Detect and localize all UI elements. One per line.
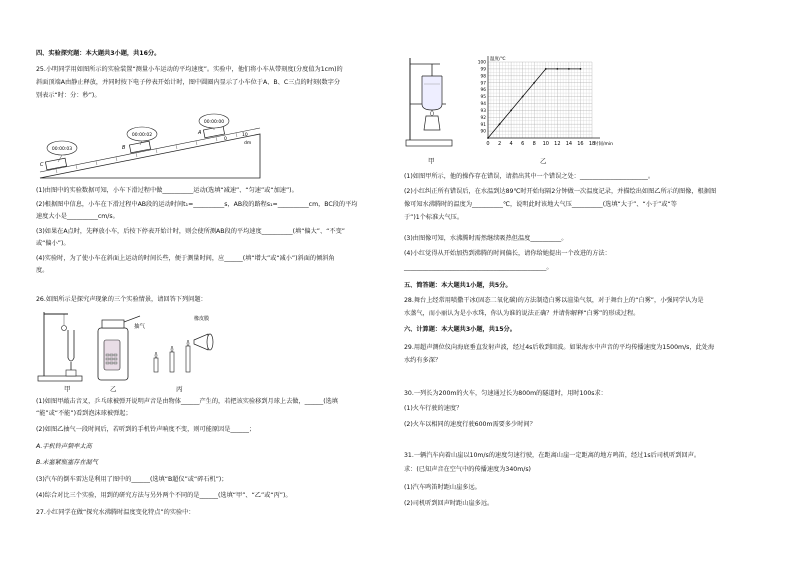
ruler-label-0: 0 xyxy=(224,137,227,142)
pump-label: 抽气 xyxy=(134,324,146,330)
x-tick-label: 18 xyxy=(588,141,596,147)
q29-line-2: 水约有多深？ xyxy=(404,357,442,364)
x-tick-label: 16 xyxy=(577,141,584,147)
q25-sub-3a: (3)如果在A点时，先释放小车，后按下停表开始计时，则会使所测AB段的平均速度__________(填“偏大”、“不变” xyxy=(36,228,345,235)
x-tick-label: 2 xyxy=(497,141,502,147)
tuning-fork-setup xyxy=(38,312,82,381)
q25-sub-2b: 速度大小是__________cm/s。 xyxy=(36,213,119,220)
data-point xyxy=(522,96,524,98)
x-tick-label: 14 xyxy=(565,141,573,147)
q25-sub-4b: 度。 xyxy=(36,267,49,274)
y-axis-label: 温度/℃ xyxy=(490,57,506,62)
q27-stem: 27.小红同学在做“探究水沸腾时温度变化特点”的实验中： xyxy=(36,509,195,516)
q28-line-1: 28.舞台上经常用喷撒干冰(固态二氧化碳)的方法制造白雾以渲染气氛，对于舞台上的“白雾”，小强同学认为是 xyxy=(404,297,704,304)
label-a: A xyxy=(198,130,202,136)
x-axis-label: 时间/min xyxy=(594,142,614,147)
y-tick-label: 96 xyxy=(480,88,486,94)
y-tick-label: 94 xyxy=(480,102,486,108)
y-tick-label: 95 xyxy=(480,95,486,101)
q26-option-a: A.手机铃声频率太高 xyxy=(36,443,92,450)
ruler-label-10: 10 xyxy=(242,133,248,138)
caption-yi: 乙 xyxy=(110,385,117,393)
x-tick-label: 6 xyxy=(521,141,525,147)
section-6-title: 六、计算题：本大题共3小题，共15分。 xyxy=(404,326,516,333)
q30-sub-1: (1)火车行驶的速度？ xyxy=(404,405,463,412)
beaker xyxy=(422,76,442,110)
q27-sub-2c: 于”)1个标准大气压。 xyxy=(404,214,464,221)
q27-sub-4b: ______________________________________________。 xyxy=(404,264,553,271)
incline-figure xyxy=(36,100,266,182)
q25-sub-4a: (4)实验时，为了使小车在斜面上运动的时间长些，便于测量时间，应______(填“增大”或“减小”)斜面的倾斜角 xyxy=(36,255,335,262)
x-tick-label: 0 xyxy=(486,141,490,147)
car-at-b xyxy=(129,141,150,153)
q26-stem: 26.如图所示是探究声现象的三个实验情景，请回答下列问题： xyxy=(36,296,207,303)
x-tick-label: 10 xyxy=(542,141,549,147)
data-point xyxy=(545,68,547,70)
q25-stem-line-3: 别表示“时：分：秒”)。 xyxy=(36,92,101,99)
x-tick-label: 8 xyxy=(532,141,536,147)
x-tick-label: 4 xyxy=(509,141,513,147)
alcohol-lamp xyxy=(424,116,440,130)
label-c: C xyxy=(40,162,44,168)
caption-jia: 甲 xyxy=(64,385,71,393)
y-tick-label: 93 xyxy=(480,108,486,114)
q25-stem-line-1: 25.小明同学用如图所示的实验装置“测量小车运动的平均速度”。实验中，他们将小车从带刻度(分度值为1cm)的 xyxy=(36,66,343,73)
sound-experiments-figure xyxy=(36,306,226,386)
x-tick-label: 12 xyxy=(554,141,561,147)
section-5-title: 五、简答题：本大题共1小题，共5分。 xyxy=(404,282,512,289)
clock-b-time: 00:00:02 xyxy=(131,133,153,138)
drum xyxy=(194,334,208,350)
q31-sub-1: (1)汽车鸣笛时距山崖多远。 xyxy=(404,484,481,491)
clock-a-time: 00:00:00 xyxy=(203,120,225,125)
incline-plane xyxy=(40,134,260,178)
q25-stem-line-2: 斜面顶端A由静止释放，并同时按下电子停表开始计时，图中圆圈内显示了小车位于A、B、C三点的时刻(数字分 xyxy=(36,79,341,86)
q30-stem: 30.一列长为200m的火车，匀速通过长为800m的隧道时，用时100s求： xyxy=(404,390,607,397)
q25-sub-3b: 或“偏小”)。 xyxy=(36,240,70,247)
q27-sub-2a: (2)小红纠正所有错误后，在水温到达89℃时开始每隔2分钟做一次温度记录，并描绘出如图乙所示的图像，根据图 xyxy=(404,188,717,195)
q26-sub-1b: “能”或“不能”)看到泡沫球被弹起； xyxy=(36,410,132,417)
q26-sub-1a: (1)如图甲敲击音叉，乒乓球被弹开说明声音是由物体______产生的，若把该实验移到月球上去做，______(选填 xyxy=(36,398,338,405)
caption-graph-jia: 甲 xyxy=(428,157,435,165)
candle-drum-setup xyxy=(154,315,213,372)
q30-sub-2: (2)火车以相同的速度行驶600m需要多少时间？ xyxy=(404,421,536,428)
tuning-fork xyxy=(68,330,74,376)
data-point xyxy=(533,82,535,84)
vacuum-jar-setup xyxy=(98,316,146,380)
q25-sub-1: (1)由图中的实验数据可知，小车下滑过程中做__________运动(选填“减速”、“匀速”或“加速”)。 xyxy=(36,187,298,194)
q25-sub-2a: (2)根据图中信息，小车在下滑过程中AB段的运动时间t₁=__________s，AB段的路程s₁=__________cm，BC段的平均 xyxy=(36,201,358,208)
q31-sub-2: (2)司机听到回声时距山崖多远。 xyxy=(404,500,494,507)
film-label: 橡皮膜 xyxy=(194,316,210,322)
q26-option-b: B.未塞紧瓶塞存在漏气 xyxy=(36,459,98,466)
label-b: B xyxy=(122,145,126,151)
caption-graph-yi: 乙 xyxy=(540,157,547,165)
section-4-title: 四、实验探究题：本大题共3小题，共16分。 xyxy=(36,50,161,57)
q27-sub-2b: 像可知水沸腾时的温度为__________℃，说明此时该地大气压__________(选填“大于”、“小于”或“等 xyxy=(404,201,677,208)
temperature-chart xyxy=(470,52,614,156)
data-point xyxy=(580,68,582,70)
y-tick-label: 100 xyxy=(477,60,486,66)
q28-line-2: 水蒸气，而小丽认为是小水珠，你认为谁的说法正确？并请你解释“白雾”的形成过程。 xyxy=(404,310,640,317)
q26-sub-2: (2)如图乙抽气一段时间后，若听到的手机铃声响度不变，则可能原因是______； xyxy=(36,426,256,433)
data-point xyxy=(556,68,558,70)
y-tick-label: 91 xyxy=(480,122,486,128)
y-tick-label: 98 xyxy=(480,74,486,80)
ping-pong-ball xyxy=(62,326,67,331)
q29-line-1: 29.用超声测位仪向海底垂直发射声波，经过4s后收到回波。如果海水中声音的平均传播速度为1500m/s，此处海 xyxy=(404,344,715,351)
boiling-apparatus xyxy=(402,54,462,152)
clock-c-time: 00:00:03 xyxy=(51,147,73,152)
q26-sub-4: (4)综合对比三个实验，用到的研究方法与另外两个不同的是______(选填“甲”、“乙”或“丙”)。 xyxy=(36,492,292,499)
y-tick-label: 97 xyxy=(480,81,486,87)
q27-sub-1: (1)如图甲所示，他的操作存在错误，请指出其中一个错误之处：______________________。 xyxy=(404,173,655,180)
q27-sub-3: (3)由图像可知，水沸腾时需然继续吸热但温度__________。 xyxy=(404,235,568,242)
q27-sub-4a: (4)小红觉得从开始加热到沸腾的时间偏长，请你给她提出一个改进的方法： xyxy=(404,250,611,257)
y-tick-label: 99 xyxy=(480,67,486,73)
q31-line-1: 31.一辆汽车向着山崖以10m/s的速度匀速行驶，在距离山崖一定距离的地方鸣笛，经过1s后司机听到回声。 xyxy=(404,452,701,459)
data-point xyxy=(487,137,489,139)
y-tick-label: 90 xyxy=(480,129,486,135)
data-point xyxy=(510,109,512,111)
caption-bing: 丙 xyxy=(176,385,183,393)
q26-sub-3: (3)汽车的倒车雷达是利用了图中的______(选填“B超仪”或“碎石机”)； xyxy=(36,476,228,483)
y-tick-label: 92 xyxy=(480,115,486,121)
q31-line-2: 求：(已知声音在空气中的传播速度为340m/s) xyxy=(404,466,531,473)
data-point xyxy=(568,68,570,70)
data-point xyxy=(499,123,501,125)
car-at-c xyxy=(45,158,66,170)
ruler-unit: dm xyxy=(244,141,252,146)
